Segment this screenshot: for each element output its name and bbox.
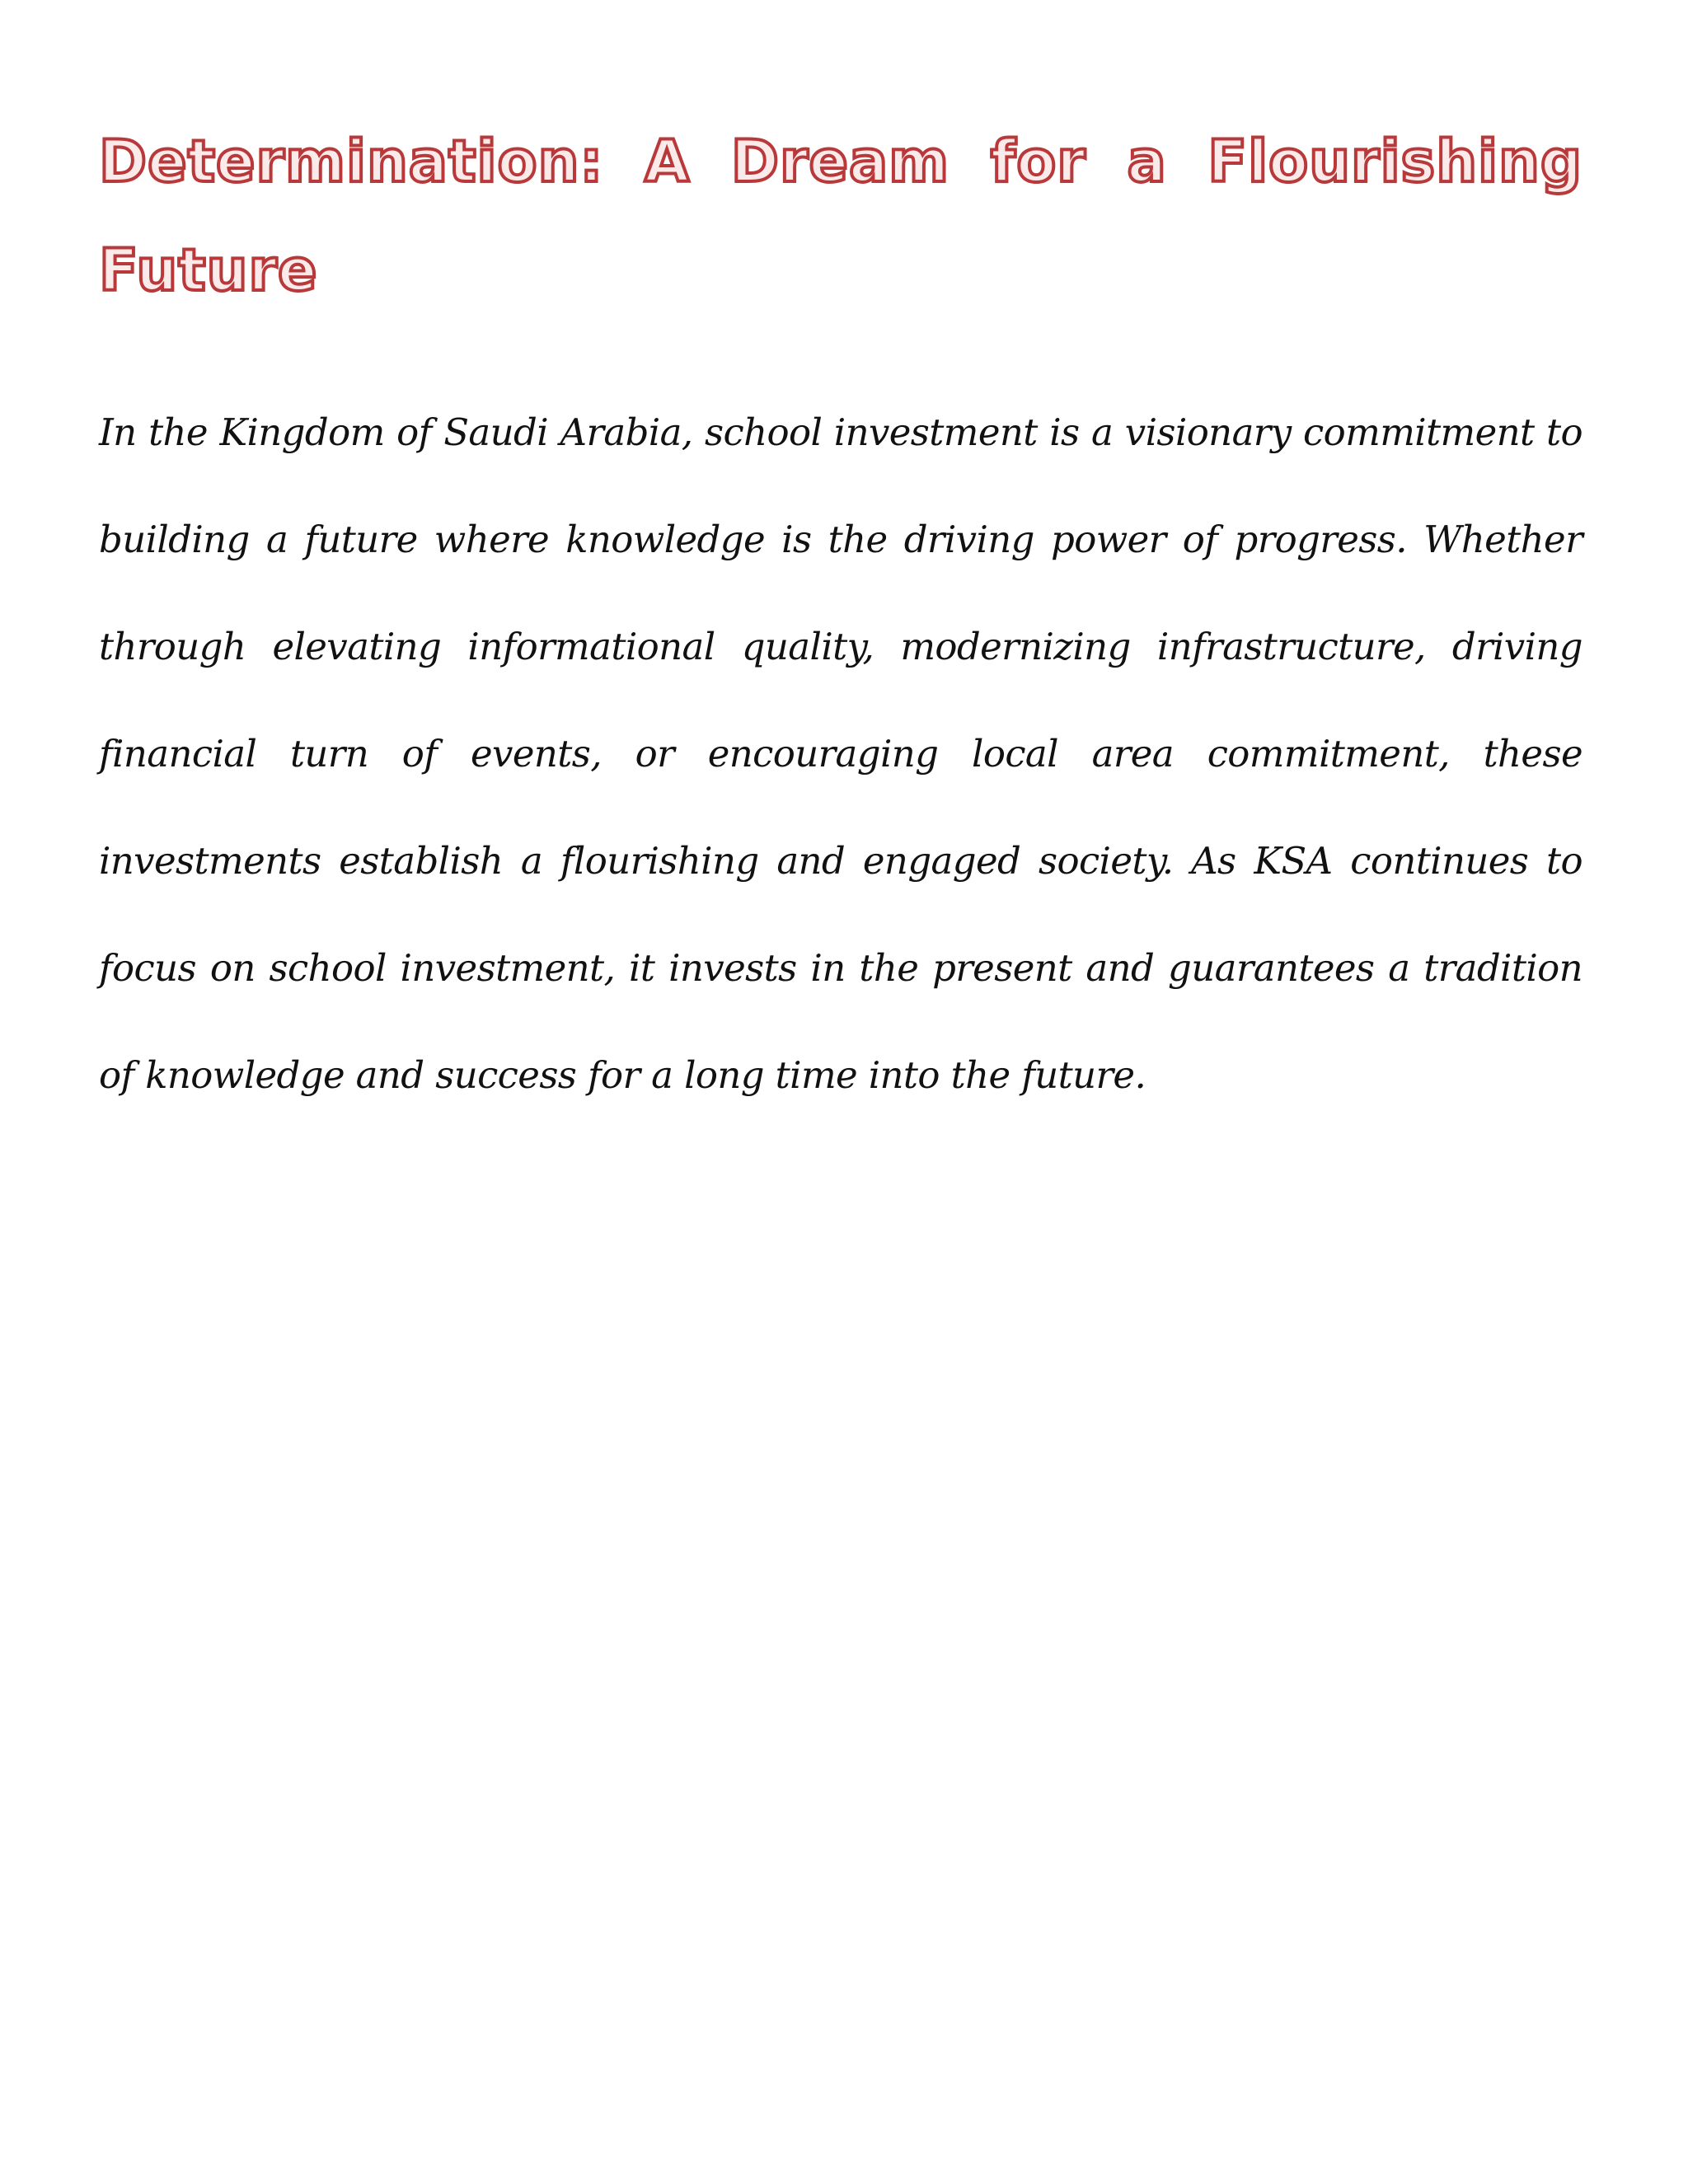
page-title: Determination: A Dream for a Flourishing Future <box>99 128 1582 304</box>
body-paragraph: In the Kingdom of Saudi Arabia, school investment is a visionary commitment to building a future where knowledge is the driving power of progress. Whether through elevating informational quality, modernizing infrastructure, driving financial turn of events, or encouraging local area commitment, these investments establish a flourishing and engaged society. As KSA continues to focus on school investment, it invests in the present and guarantees a tradition of knowledge and success for a long time into the future. <box>99 410 1582 1097</box>
